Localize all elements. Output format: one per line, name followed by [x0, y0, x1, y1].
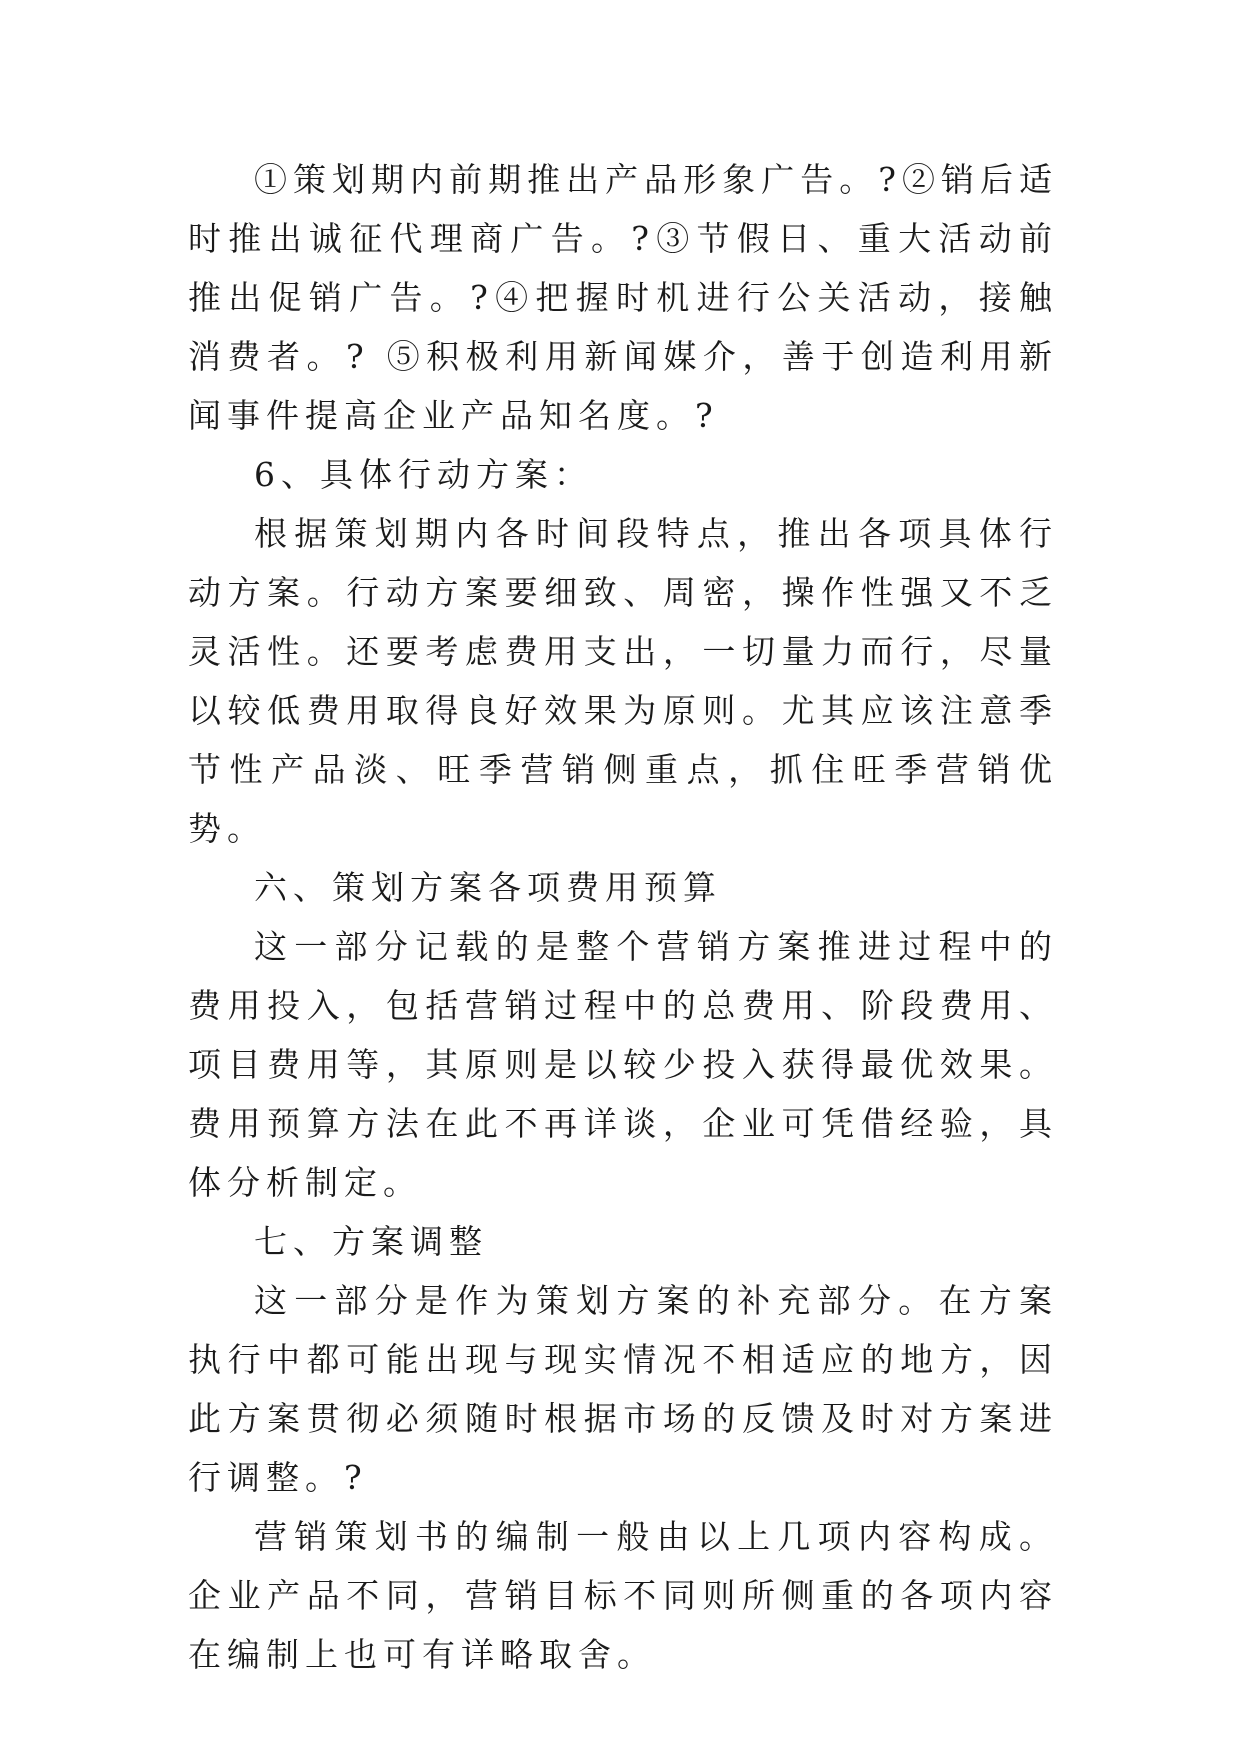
- paragraph-action-plan: 根据策划期内各时间段特点，推出各项具体行动方案。行动方案要细致、周密，操作性强又不乏灵活性。还要考虑费用支出，一切量力而行，尽量以较低费用取得良好效果为原则。尤其应该注意季节性产品淡、旺季营销侧重点，抓住旺季营销优势。: [188, 514, 1058, 848]
- heading-action-plan: 6、具体行动方案：: [254, 455, 593, 494]
- paragraph-adjustment: 这一部分是作为策划方案的补充部分。在方案执行中都可能出现与现实情况不相适应的地方，因此方案贯彻必须随时根据市场的反馈及时对方案进行调整。?: [188, 1281, 1058, 1497]
- paragraph-conclusion: 营销策划书的编制一般由以上几项内容构成。企业产品不同，营销目标不同则所侧重的各项内容在编制上也可有详略取舍。: [188, 1517, 1058, 1674]
- heading-budget: 六、策划方案各项费用预算: [254, 868, 722, 907]
- paragraph-ad-schedule: ①策划期内前期推出产品形象广告。?②销后适时推出诚征代理商广告。?③节假日、重大活动前推出促销广告。?④把握时机进行公关活动，接触消费者。? ⑤积极利用新闻媒介，善于创造利用新闻事件提高企业产品知名度。?: [188, 160, 1058, 435]
- paragraph-budget: 这一部分记载的是整个营销方案推进过程中的费用投入，包括营销过程中的总费用、阶段费用、项目费用等，其原则是以较少投入获得最优效果。费用预算方法在此不再详谈，企业可凭借经验，具体分析制定。: [188, 927, 1058, 1202]
- document-body: [188, 150, 1058, 1684]
- heading-adjustment: 七、方案调整: [254, 1222, 488, 1261]
